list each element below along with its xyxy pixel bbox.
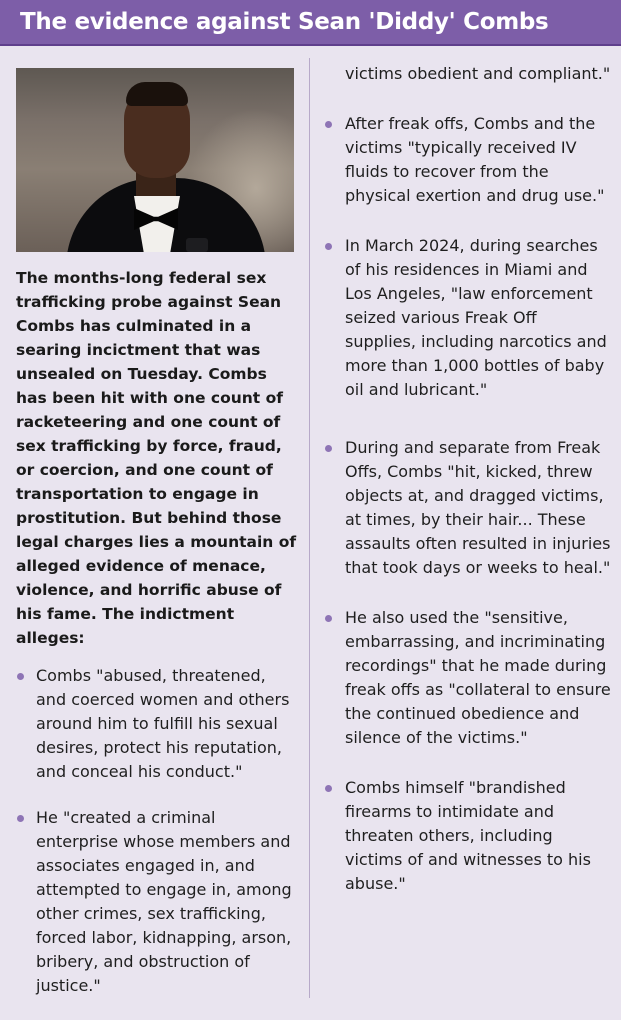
list-item <box>16 806 300 998</box>
list-item <box>322 112 612 208</box>
left-bullet-list <box>16 664 300 998</box>
bullet-dot-icon <box>325 121 332 128</box>
list-item <box>322 234 612 402</box>
list-item <box>16 664 300 784</box>
header-bar <box>0 0 621 46</box>
bullet-dot-icon <box>325 243 332 250</box>
bullet-text: He "created a criminal enterprise whose members and associates engaged in, and attempted to engage in, among other crimes, sex trafficking, forced labor, kidnapping, arson, bribery, and obstruction of justice." <box>36 808 292 995</box>
page-title: The evidence against Sean 'Diddy' Combs <box>20 9 549 35</box>
portrait-photo <box>16 68 294 252</box>
bullet-text: Combs himself "brandished firearms to intimidate and threaten others, including victims of and witnesses to his abuse." <box>345 778 591 893</box>
list-item <box>322 606 612 750</box>
list-item <box>322 436 612 580</box>
intro-paragraph: The months-long federal sex trafficking probe against Sean Combs has culminated in a searing incictment that was unsealed on Tuesday. Combs has been hit with one count of racketeering and one count of sex trafficking by force, fraud, or coercion, and one count of transportation to engage in prostitution. But behind those legal charges lies a mountain of alleged evidence of menace, violence, and horrific abuse of his fame. The indictment alleges: <box>16 269 297 647</box>
right-column <box>322 62 612 896</box>
bullet-dot-icon <box>17 673 24 680</box>
right-bullet-list <box>322 112 612 896</box>
bullet-text: During and separate from Freak Offs, Combs "hit, kicked, threw objects at, and dragged victims, at times, by their hair... These assaults often resulted in injuries that took days or weeks to heal." <box>345 438 611 577</box>
left-column <box>16 68 300 1020</box>
bullet-text: He also used the "sensitive, embarrassing, and incriminating recordings" that he made during freak offs as "collateral to ensure the continued obedience and silence of the victims." <box>345 608 611 747</box>
column-divider <box>309 58 310 998</box>
bullet-dot-icon <box>325 615 332 622</box>
list-item <box>322 776 612 896</box>
bullet-dot-icon <box>325 445 332 452</box>
bullet-text: Combs "abused, threatened, and coerced women and others around him to fulfill his sexual desires, protect his reputation, and conceal his conduct." <box>36 666 290 781</box>
bullet-text: In March 2024, during searches of his residences in Miami and Los Angeles, "law enforcement seized various Freak Off supplies, including narcotics and more than 1,000 bottles of baby oil and lubricant." <box>345 236 607 399</box>
bullet-text: After freak offs, Combs and the victims "typically received IV fluids to recover from the physical exertion and drug use." <box>345 114 605 205</box>
bullet-dot-icon <box>17 815 24 822</box>
continued-text: victims obedient and compliant." <box>345 64 611 83</box>
bullet-dot-icon <box>325 785 332 792</box>
